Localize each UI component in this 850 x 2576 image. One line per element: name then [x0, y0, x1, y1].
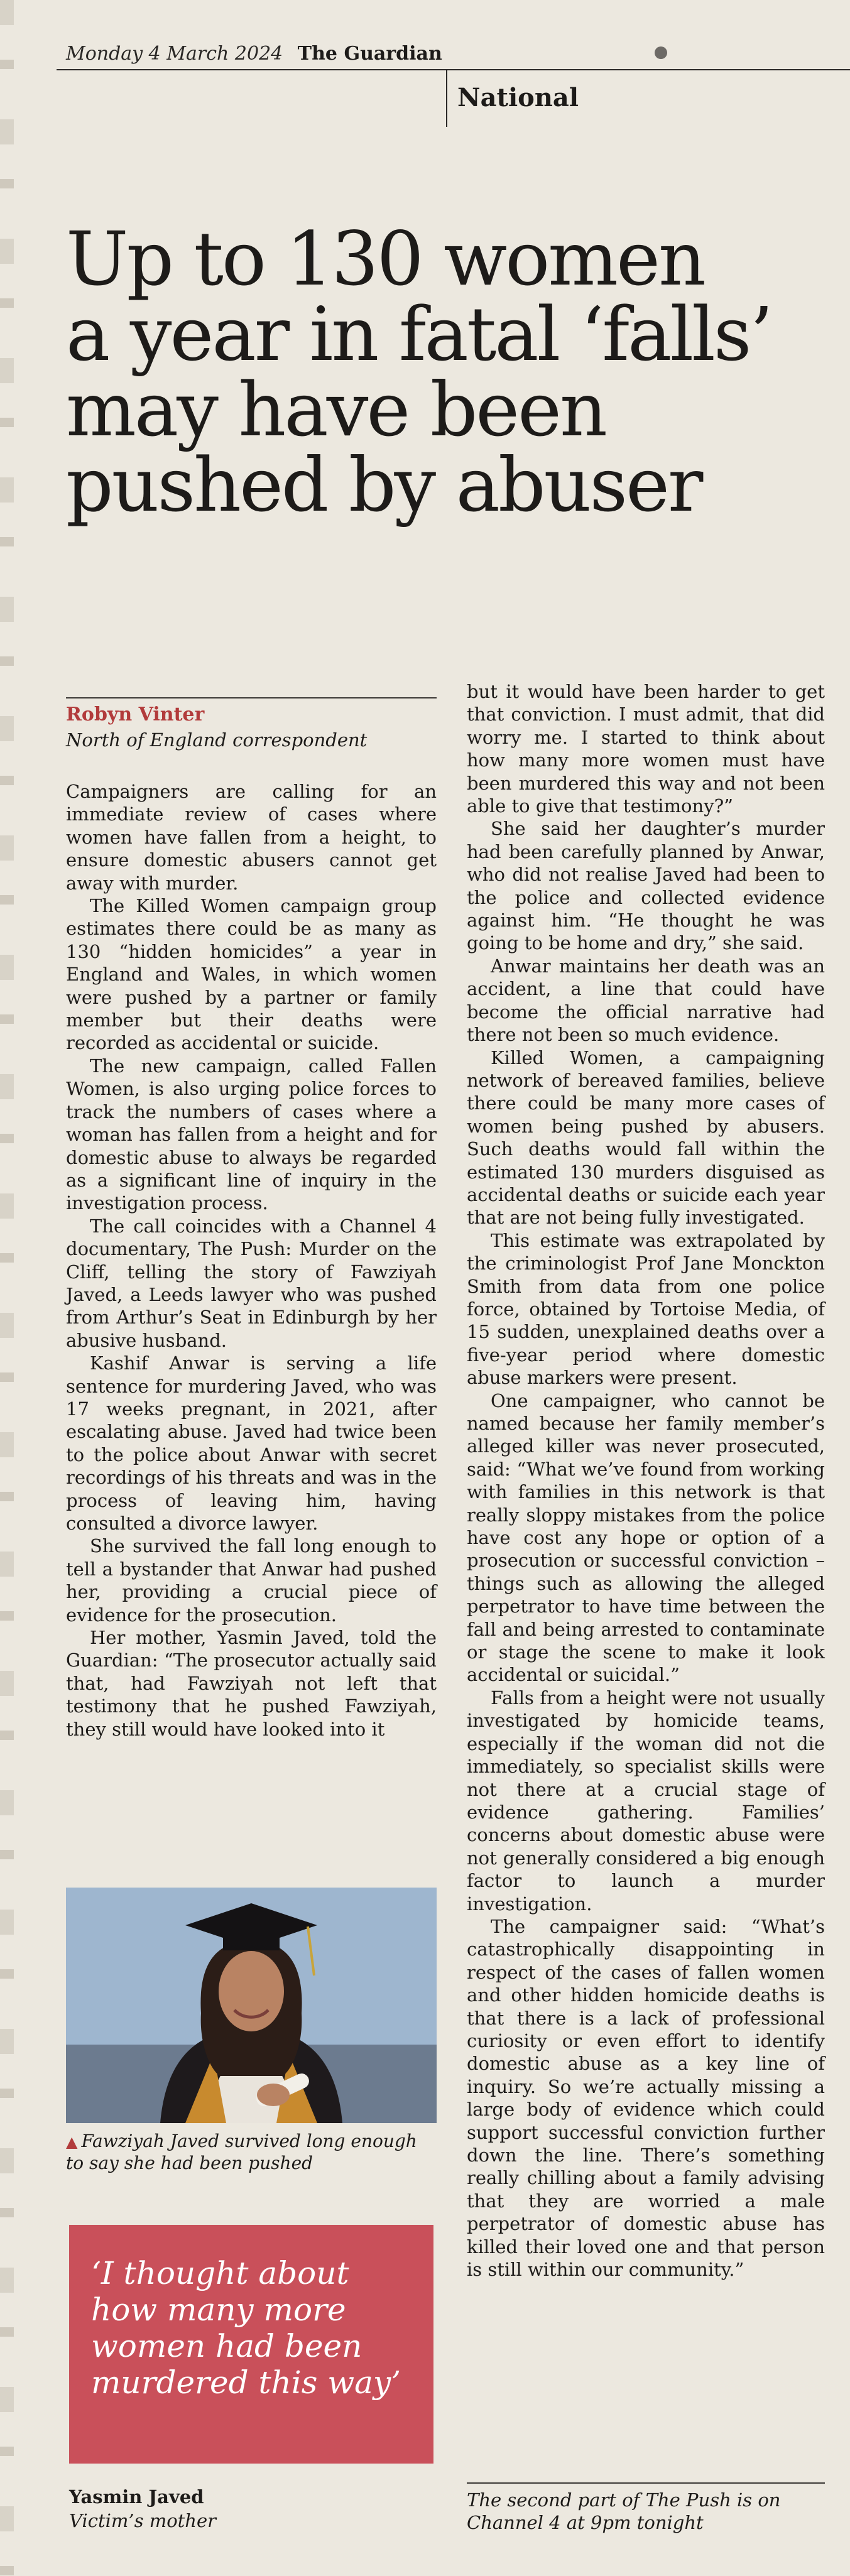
paragraph: One campaigner, who cannot be named because her family member’s alleged killer was never prosecuted, said: “What we’ve found from working with families in this network is that really sloppy mistakes from the police have cost any hope or option of a prosecution or successful conviction – things such as allowing the alleged perpetrator to have time between the fall and being arrested to contaminate or stage the scene to make it look accidental or suicidal.”	[467, 1389, 825, 1686]
headline-line: pushed by abuser	[66, 442, 702, 528]
paragraph: The call coincides with a Channel 4 documentary, The Push: Murder on the Cliff, telling the story of Fawziyah Javed, a Leeds lawyer who was pushed from Arthur’s Seat in Edinburgh by her abusive husband.	[66, 1215, 437, 1351]
quote-source-role: Victim’s mother	[69, 2510, 217, 2531]
paragraph: This estimate was extrapolated by the criminologist Prof Jane Monckton Smith from data from one police force, obtained by Tortoise Media, of 15 sudden, unexplained deaths over a five-year period where domestic abuse markers were present.	[467, 1229, 825, 1389]
paragraph: She survived the fall long enough to tell a bystander that Anwar had pushed her, providing a crucial piece of evidence for the prosecution.	[66, 1535, 437, 1626]
pull-quote-attribution	[69, 2486, 433, 2531]
portrait-photo	[66, 1888, 437, 2123]
paragraph: She said her daughter’s murder had been carefully planned by Anwar, who did not realise Javed had been to the police and collected evidence against him. “He thought he was going to be home and dry,” she said.	[467, 818, 825, 954]
author-role: North of England correspondent	[66, 729, 368, 751]
paragraph: The campaigner said: “What’s catastrophically disappointing in respect of the cases of fallen women and other hidden homicide deaths is that there is a lack of professional curiosity or even effort to identify domestic abuse as a key line of inquiry. So we’re actually missing a large body of evidence which could support successful conviction further down the line. There’s something really chilling about a family advising that they are worried a male perpetrator of domestic abuse has killed their loved one and that person is still within our community.”	[467, 1915, 825, 2281]
section-label: National	[457, 83, 579, 112]
paper-name: The Guardian	[297, 43, 442, 65]
pull-quote	[69, 2225, 433, 2464]
pull-quote-text: ‘I thought about how many more women had been murdered this way’	[91, 2255, 401, 2401]
programme-note: The second part of The Push is on Channel 4 at 9pm tonight	[467, 2489, 781, 2533]
article-column-2	[467, 680, 825, 2281]
paragraph: The new campaign, called Fallen Women, is also urging police forces to track the numbers of cases where a woman has fallen from a height and for domestic abuse to always be regarded as a significant line of inquiry in the investigation process.	[66, 1055, 437, 1214]
section-divider	[446, 70, 447, 127]
byline	[66, 704, 437, 751]
paragraph: Anwar maintains her death was an accident, a line that could have become the official narrative had there not been so much evidence.	[467, 955, 825, 1046]
paragraph: Her mother, Yasmin Javed, told the Guardian: “The prosecutor actually said that, had Fawziyah not left that testimony that he pushed Fawziyah, they still would have looked into it	[66, 1627, 437, 1740]
byline-rule	[66, 697, 437, 698]
photo-caption	[66, 2131, 437, 2174]
paragraph: The Killed Women campaign group estimates there could be as many as 130 “hidden homicides” a year in England and Wales, in which women were pushed by a partner or family member but their deaths were recorded as accidental or suicide.	[66, 895, 437, 1054]
headline-line: may have been	[66, 366, 606, 453]
top-rule	[57, 69, 850, 70]
headline-line: a year in fatal ‘falls’	[66, 291, 771, 378]
masthead-dot	[655, 46, 667, 59]
caption-text: Fawziyah Javed survived long enough to say she had been pushed	[66, 2131, 417, 2173]
paragraph: Kashif Anwar is serving a life sentence for murdering Javed, who was 17 weeks pregnant, in 2021, after escalating abuse. Javed had twice been to the police about Anwar with secret recordings of his threats and was in the process of leaving him, having consulted a divorce lawyer.	[66, 1352, 437, 1534]
headline-line: Up to 130 women	[66, 215, 704, 302]
headline	[66, 215, 832, 528]
paragraph: Campaigners are calling for an immediate review of cases where women have fallen from a height, to ensure domestic abusers cannot get away with murder.	[66, 781, 437, 894]
paragraph: Falls from a height were not usually investigated by homicide teams, especially if the woman did not die immediately, so specialist skills were not there at a crucial stage of evidence gathering. Families’ concerns about domestic abuse were not generally considered a big enough factor to launch a murder investigation.	[467, 1687, 825, 1915]
masthead	[66, 43, 442, 65]
graduate-portrait-image	[66, 1888, 437, 2123]
article-column-1	[66, 780, 437, 1741]
paragraph: Killed Women, a campaigning network of bereaved families, believe there could be many more cases of women being pushed by abusers. Such deaths would fall within the estimated 130 murders disguised as accidental deaths or suicide each year that are not being fully investigated.	[467, 1046, 825, 1229]
torn-page-edge	[0, 0, 14, 2576]
quote-source-name: Yasmin Javed	[69, 2486, 204, 2508]
issue-date: Monday 4 March 2024	[66, 43, 283, 65]
paragraph: but it would have been harder to get that conviction. I must admit, that did worry me. I started to think about how many more women must have been murdered this way and not been able to give that testimony?”	[467, 681, 825, 817]
triangle-icon: ▲	[66, 2133, 78, 2151]
footer-rule	[467, 2482, 825, 2484]
author-name: Robyn Vinter	[66, 704, 205, 726]
